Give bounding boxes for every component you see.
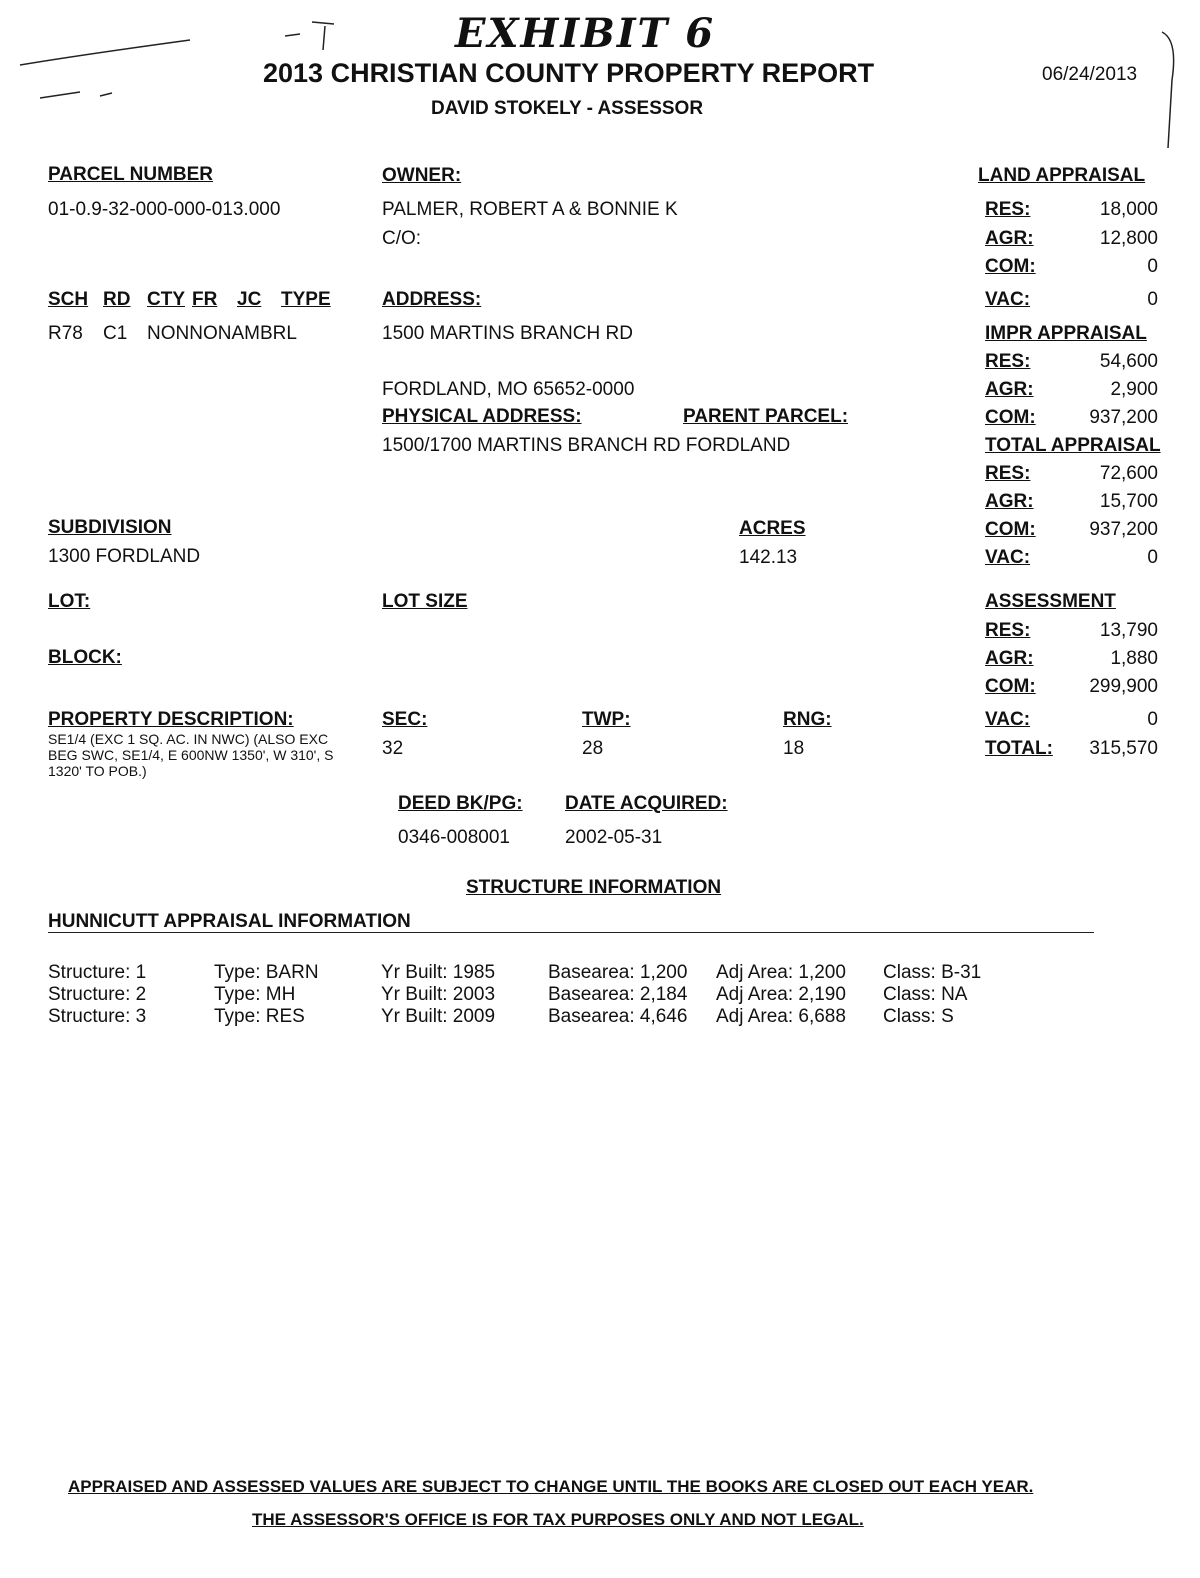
date-acquired-value: 2002-05-31 xyxy=(565,827,663,848)
exhibit-label: EXHIBIT 6 xyxy=(455,10,716,57)
block-label: BLOCK: xyxy=(48,647,122,668)
total-vac-label: VAC: xyxy=(985,547,1031,568)
scribble-mark xyxy=(285,22,334,50)
physical-address: 1500/1700 MARTINS BRANCH RD FORDLAND xyxy=(382,435,791,456)
lot-label: LOT: xyxy=(48,591,91,612)
parcel-number: 01-0.9-32-000-000-013.000 xyxy=(48,199,281,220)
scribble-mark xyxy=(40,92,80,98)
land-com-label: COM: xyxy=(985,256,1036,277)
parent-parcel-label: PARENT PARCEL: xyxy=(683,406,849,427)
land-appraisal-label: LAND APPRAISAL xyxy=(978,165,1146,186)
structure-cell: Type: MH xyxy=(214,984,296,1005)
code-header-rd: RD xyxy=(103,289,131,310)
structure-cell: Yr Built: 2009 xyxy=(381,1006,496,1027)
structure-cell: Class: B-31 xyxy=(883,962,982,983)
owner-name: PALMER, ROBERT A & BONNIE K xyxy=(382,199,678,220)
sec-value: 32 xyxy=(382,738,404,759)
structure-cell: Structure: 1 xyxy=(48,962,147,983)
land-com-value: 0 xyxy=(1147,256,1158,277)
twp-value: 28 xyxy=(582,738,604,759)
impr-agr-value: 2,900 xyxy=(1110,379,1158,400)
code-value-rest: NONNONAMBRL xyxy=(147,323,297,344)
structure-info-title: STRUCTURE INFORMATION xyxy=(466,877,722,898)
structure-cell: Structure: 2 xyxy=(48,984,147,1005)
care-of: C/O: xyxy=(382,228,422,249)
land-agr-label: AGR: xyxy=(985,228,1034,249)
scribble-mark xyxy=(20,40,190,65)
deed-value: 0346-008001 xyxy=(398,827,510,848)
address-line1: 1500 MARTINS BRANCH RD xyxy=(382,323,633,344)
code-header-cty: CTY xyxy=(147,289,185,310)
lot-size-label: LOT SIZE xyxy=(382,591,468,612)
land-res-value: 18,000 xyxy=(1099,199,1158,220)
structure-cell: Yr Built: 2003 xyxy=(381,984,496,1005)
hunnicutt-rule xyxy=(48,932,1094,933)
rng-value: 18 xyxy=(783,738,805,759)
assess-com-value: 299,900 xyxy=(1089,676,1158,697)
footer-disclaimer-1: APPRAISED AND ASSESSED VALUES ARE SUBJECT TO CHANGE UNTIL THE BOOKS ARE CLOSED OUT EACH YEAR. xyxy=(68,1477,1034,1496)
land-vac-value: 0 xyxy=(1147,289,1158,310)
assessor-name: DAVID STOKELY - ASSESSOR xyxy=(431,98,704,119)
twp-label: TWP: xyxy=(582,709,631,730)
code-header-sch: SCH xyxy=(48,289,89,310)
total-vac-value: 0 xyxy=(1147,547,1158,568)
deed-label: DEED BK/PG: xyxy=(398,793,523,814)
report-date: 06/24/2013 xyxy=(1042,64,1138,85)
sec-label: SEC: xyxy=(382,709,428,730)
land-agr-value: 12,800 xyxy=(1099,228,1158,249)
assess-total-label: TOTAL: xyxy=(985,738,1053,759)
property-description-label: PROPERTY DESCRIPTION: xyxy=(48,709,294,730)
address-label: ADDRESS: xyxy=(382,289,482,310)
subdivision-value: 1300 FORDLAND xyxy=(48,546,201,567)
structure-cell: Basearea: 2,184 xyxy=(548,984,688,1005)
structure-cell: Yr Built: 1985 xyxy=(381,962,496,983)
code-header-jc: JC xyxy=(237,289,262,310)
total-agr-value: 15,700 xyxy=(1099,491,1158,512)
structure-cell: Class: NA xyxy=(883,984,968,1005)
assess-total-value: 315,570 xyxy=(1089,738,1158,759)
footer-disclaimer-2: THE ASSESSOR'S OFFICE IS FOR TAX PURPOSES ONLY AND NOT LEGAL. xyxy=(252,1510,864,1529)
code-header-type: TYPE xyxy=(281,289,331,310)
assess-agr-label: AGR: xyxy=(985,648,1034,669)
impr-com-label: COM: xyxy=(985,407,1036,428)
assess-res-value: 13,790 xyxy=(1099,620,1158,641)
total-res-value: 72,600 xyxy=(1099,463,1158,484)
total-appraisal-label: TOTAL APPRAISAL xyxy=(985,435,1161,456)
structure-cell: Structure: 3 xyxy=(48,1006,147,1027)
assess-agr-value: 1,880 xyxy=(1110,648,1158,669)
assessment-label: ASSESSMENT xyxy=(985,591,1116,612)
hunnicutt-title: HUNNICUTT APPRAISAL INFORMATION xyxy=(48,911,411,932)
structure-cell: Adj Area: 6,688 xyxy=(716,1006,846,1027)
assess-com-label: COM: xyxy=(985,676,1036,697)
code-header-fr: FR xyxy=(192,289,218,310)
scribble-mark xyxy=(100,93,112,96)
impr-com-value: 937,200 xyxy=(1089,407,1158,428)
assess-vac-value: 0 xyxy=(1147,709,1158,730)
structure-cell: Basearea: 1,200 xyxy=(548,962,688,983)
impr-appraisal-label: IMPR APPRAISAL xyxy=(985,323,1147,344)
structure-cell: Adj Area: 1,200 xyxy=(716,962,846,983)
parcel-number-label: PARCEL NUMBER xyxy=(48,164,214,185)
impr-res-label: RES: xyxy=(985,351,1031,372)
acres-label: ACRES xyxy=(739,518,806,539)
owner-label: OWNER: xyxy=(382,165,462,186)
land-res-label: RES: xyxy=(985,199,1031,220)
assess-res-label: RES: xyxy=(985,620,1031,641)
total-res-label: RES: xyxy=(985,463,1031,484)
code-value-sch: R78 xyxy=(48,323,83,344)
acres-value: 142.13 xyxy=(739,547,798,568)
total-agr-label: AGR: xyxy=(985,491,1034,512)
impr-agr-label: AGR: xyxy=(985,379,1034,400)
report-title: 2013 CHRISTIAN COUNTY PROPERTY REPORT xyxy=(263,58,875,88)
total-com-value: 937,200 xyxy=(1089,519,1158,540)
total-com-label: COM: xyxy=(985,519,1036,540)
impr-res-value: 54,600 xyxy=(1099,351,1158,372)
structure-cell: Class: S xyxy=(883,1006,954,1027)
land-vac-label: VAC: xyxy=(985,289,1031,310)
code-value-rd: C1 xyxy=(103,323,128,344)
structure-cell: Basearea: 4,646 xyxy=(548,1006,688,1027)
structure-cell: Type: BARN xyxy=(214,962,319,983)
assess-vac-label: VAC: xyxy=(985,709,1031,730)
structure-cell: Type: RES xyxy=(214,1006,305,1027)
bracket-mark xyxy=(1162,32,1174,148)
rng-label: RNG: xyxy=(783,709,832,730)
physical-address-label: PHYSICAL ADDRESS: xyxy=(382,406,582,427)
structure-cell: Adj Area: 2,190 xyxy=(716,984,846,1005)
property-description: SE1/4 (EXC 1 SQ. AC. IN NWC) (ALSO EXC BEG SWC, SE1/4, E 600NW 1350', W 310', S 1320' TO POB.) xyxy=(48,731,334,779)
address-line2: FORDLAND, MO 65652-0000 xyxy=(382,379,635,400)
subdivision-label: SUBDIVISION xyxy=(48,517,172,538)
date-acquired-label: DATE ACQUIRED: xyxy=(565,793,728,814)
